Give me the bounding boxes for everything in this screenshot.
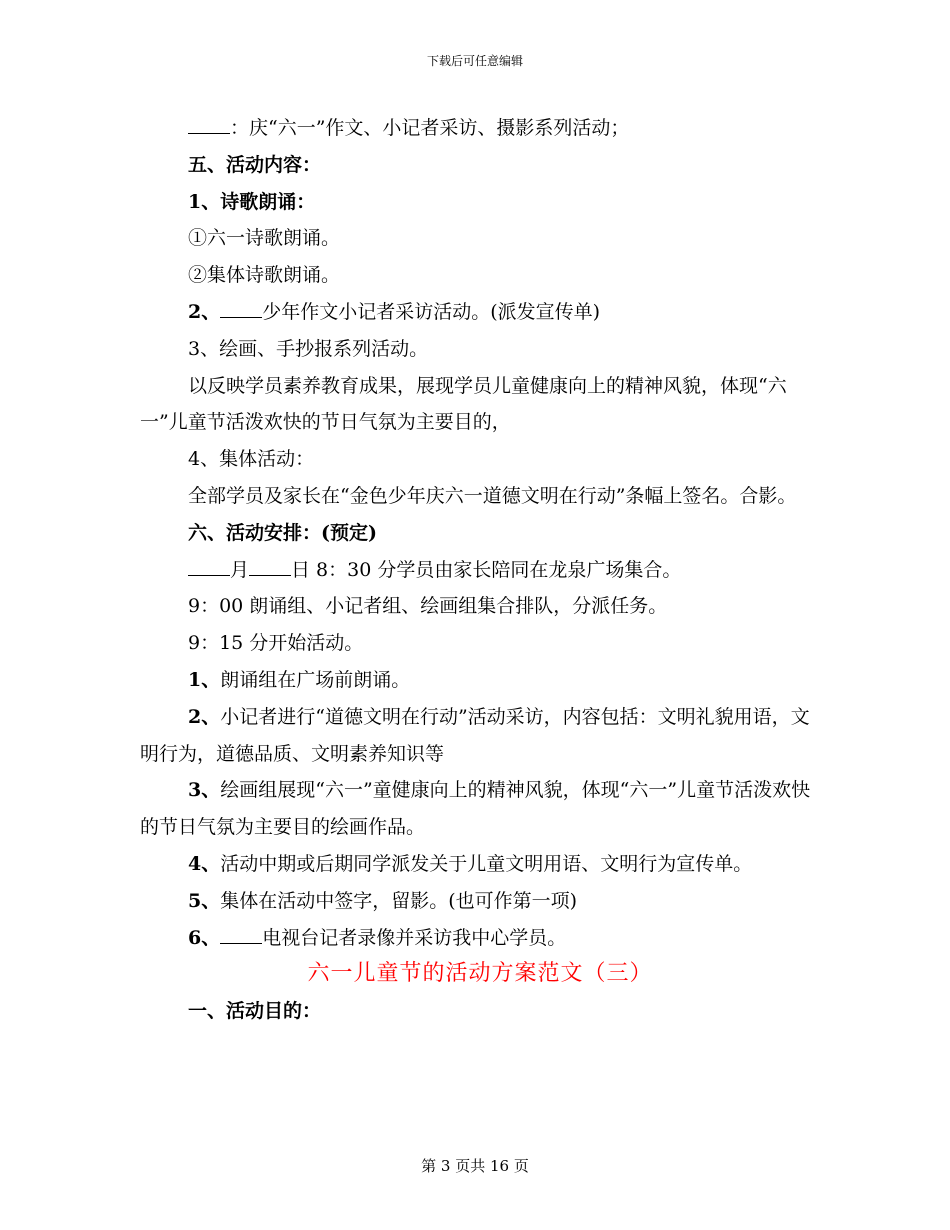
step-item: 4、活动中期或后期同学派发关于儿童文明用语、文明行为宣传单。 <box>188 852 753 875</box>
step-item: 5、集体在活动中签字，留影。(也可作第一项) <box>188 889 578 912</box>
schedule-item: 9：15 分开始活动。 <box>188 632 364 655</box>
blank-underline <box>249 575 291 576</box>
section-title: 六一儿童节的活动方案范文（三） <box>307 961 653 987</box>
schedule-item: 月 日 8：30 分学员由家长陪同在龙泉广场集合。 <box>140 552 820 589</box>
step-item: 2、小记者进行“道德文明在行动”活动采访，内容包括：文明礼貌用语，文明行为，道德品质、文明素养知识等 <box>140 705 810 765</box>
list-item: 1、诗歌朗诵： <box>188 190 316 213</box>
document-body <box>140 110 820 1030</box>
list-item: ①六一诗歌朗诵。 <box>188 227 341 250</box>
section-heading-purpose: 一、活动目的： <box>188 1000 322 1023</box>
list-item: 4、集体活动： <box>188 448 315 471</box>
blank-underline <box>188 133 230 134</box>
list-item: ②集体诗歌朗诵。 <box>188 264 341 287</box>
list-item: 2、 少年作文小记者采访活动。(派发宣传单) <box>188 300 601 323</box>
page-header: 下载后可任意编辑 <box>426 54 523 68</box>
section-heading-content: 五、活动内容： <box>188 153 322 176</box>
step-item: 1、朗诵组在广场前朗诵。 <box>188 668 411 691</box>
step-item: 6、 电视台记者录像并采访我中心学员。 <box>188 926 567 949</box>
section-heading-schedule: 六、活动安排：(预定) <box>188 521 377 544</box>
blank-underline <box>188 575 230 576</box>
page-footer: 第 3 页共 16 页 <box>421 1157 529 1175</box>
blank-underline <box>220 317 262 318</box>
paragraph-sign: 全部学员及家长在“金色少年庆六一道德文明在行动”条幅上签名。合影。 <box>188 484 797 507</box>
list-item: 3、绘画、手抄报系列活动。 <box>188 337 429 360</box>
activity-line: ：庆“六一”作文、小记者采访、摄影系列活动； <box>140 110 820 147</box>
blank-underline <box>220 943 262 944</box>
paragraph-purpose: 以反映学员素养教育成果，展现学员儿童健康向上的精神风貌，体现“六一”儿童节活泼欢快的节日气氛为主要目的， <box>140 374 787 434</box>
schedule-item: 9：00 朗诵组、小记者组、绘画组集合排队，分派任务。 <box>188 595 668 618</box>
step-item: 3、绘画组展现“六一”童健康向上的精神风貌，体现“六一”儿童节活泼欢快的节日气氛为主要目的绘画作品。 <box>140 779 811 839</box>
